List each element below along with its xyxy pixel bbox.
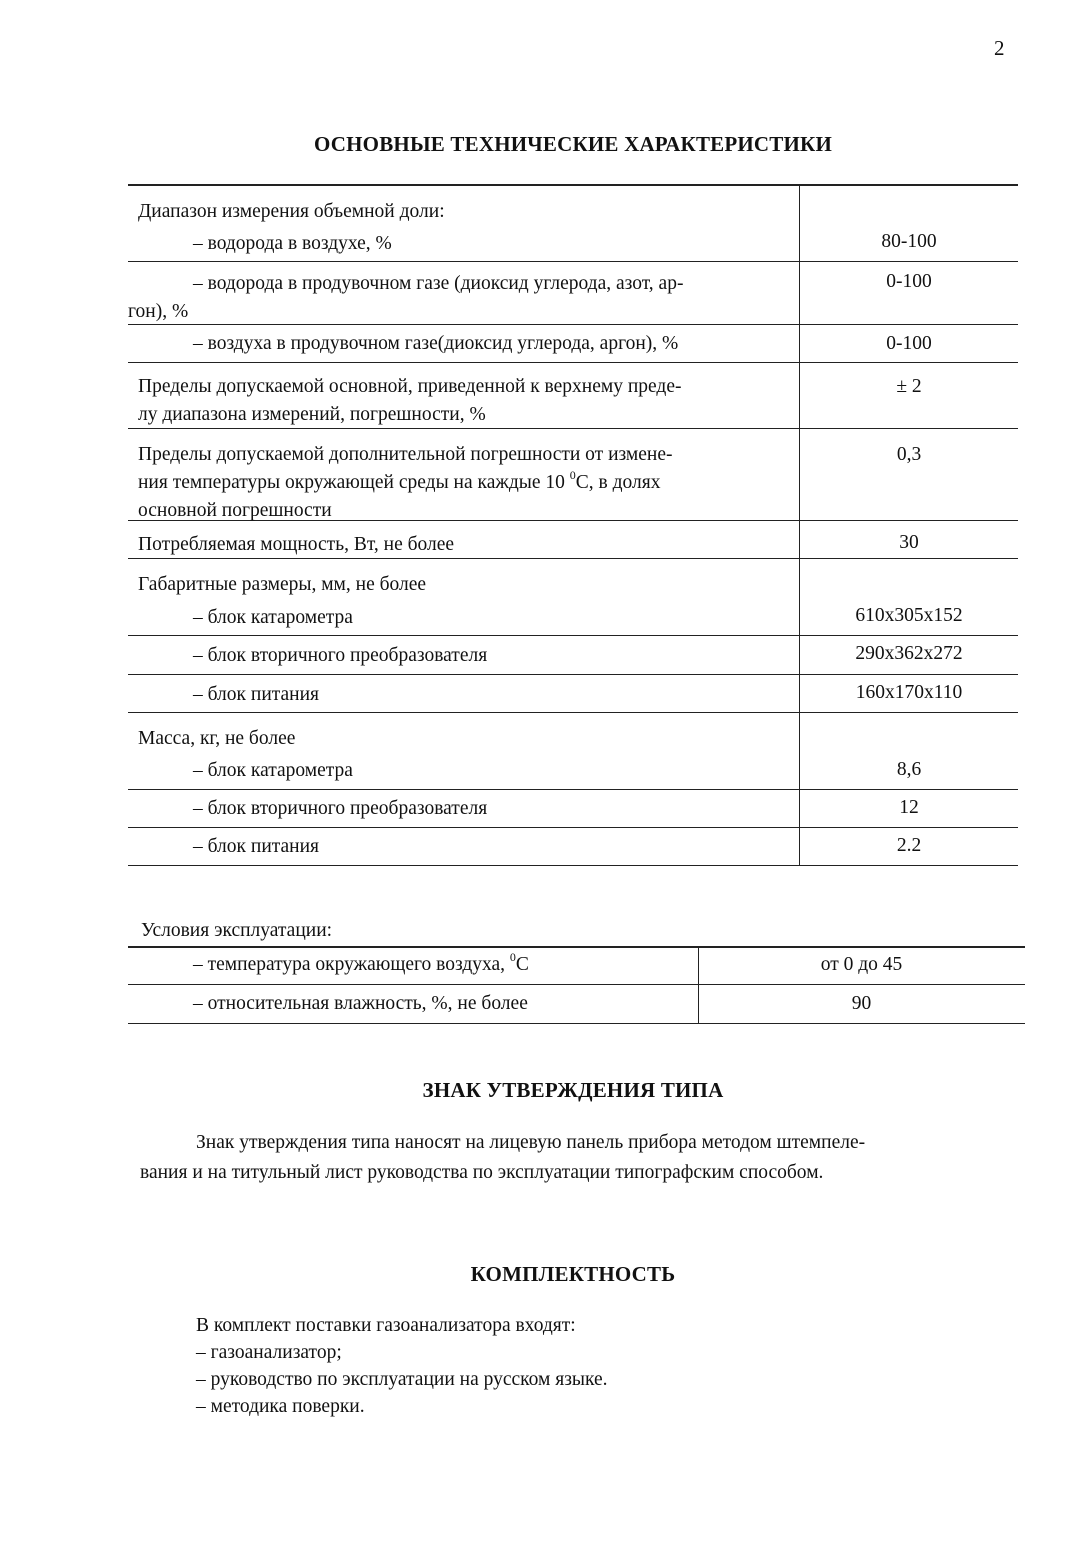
row-label: Потребляемая мощность, Вт, не более	[138, 534, 455, 555]
row-label-line: С, в долях	[575, 472, 661, 493]
row-label-line: Пределы допускаемой основной, приведенной к верхнему преде-	[138, 376, 682, 397]
row-label: – блок катарометра	[193, 760, 353, 781]
row-label: Габаритные размеры, мм, не более	[138, 574, 427, 595]
row-value: 610x305x152	[855, 605, 963, 626]
table-row	[128, 363, 1018, 429]
type-mark-paragraph	[140, 1128, 1030, 1188]
list-item: – методика поверки.	[196, 1396, 365, 1417]
table-row	[128, 599, 1018, 636]
row-value: 0-100	[886, 271, 932, 292]
table-row	[128, 636, 1018, 675]
table-row	[128, 521, 1018, 559]
type-mark-heading: ЗНАК УТВЕРЖДЕНИЯ ТИПА	[422, 1078, 724, 1102]
row-value: 290x362x272	[855, 643, 963, 664]
conditions-caption: Условия эксплуатации:	[141, 920, 333, 941]
completeness-heading: КОМПЛЕКТНОСТЬ	[470, 1262, 676, 1286]
row-label: – воздуха в продувочном газе(диоксид углерода, аргон), %	[193, 333, 679, 354]
row-value: 80-100	[881, 231, 937, 252]
row-label-line: лу диапазона измерений, погрешности, %	[138, 404, 486, 425]
row-value: ± 2	[896, 376, 922, 397]
row-label: – блок катарометра	[193, 607, 353, 628]
row-label	[138, 441, 788, 525]
row-label	[128, 270, 788, 326]
row-label: – блок вторичного преобразователя	[193, 798, 488, 819]
row-label-line: Пределы допускаемой дополнительной погрешности от измене-	[138, 444, 673, 465]
table-row	[128, 224, 1018, 262]
table-row	[128, 559, 1018, 599]
list-intro: В комплект поставки газоанализатора входят:	[196, 1315, 576, 1336]
row-label-line: ния температуры окружающей среды на каждые 10	[138, 472, 570, 493]
row-label: – блок питания	[193, 836, 320, 857]
table-row	[128, 985, 1025, 1024]
row-value: 160x170x110	[855, 682, 963, 703]
table-row	[128, 184, 1018, 224]
row-value: 90	[851, 993, 872, 1014]
row-value: 12	[899, 797, 919, 818]
table-row	[128, 946, 1025, 985]
completeness-list	[196, 1312, 608, 1420]
table-row	[128, 790, 1018, 828]
list-item: – газоанализатор;	[196, 1342, 342, 1363]
row-label: Масса, кг, не более	[138, 728, 296, 749]
table-row	[128, 675, 1018, 713]
specs-table	[128, 184, 1018, 866]
row-label: Диапазон измерения объемной доли:	[138, 201, 445, 222]
table-row	[128, 262, 1018, 325]
row-label	[138, 373, 788, 429]
row-label-line: гон), %	[128, 301, 189, 322]
table-row	[128, 713, 1018, 753]
row-label: – относительная влажность, %, не более	[193, 993, 528, 1014]
table-row	[128, 828, 1018, 866]
row-value: 0,3	[896, 444, 922, 465]
table-row	[128, 753, 1018, 790]
row-label-text: – температура окружающего воздуха,	[193, 954, 510, 975]
row-value: 0-100	[886, 333, 932, 354]
row-value: от 0 до 45	[820, 954, 903, 975]
row-label: – блок питания	[193, 684, 320, 705]
row-label-line: основной погрешности	[138, 500, 332, 521]
page-number: 2	[994, 36, 1005, 60]
specs-heading: ОСНОВНЫЕ ТЕХНИЧЕСКИЕ ХАРАКТЕРИСТИКИ	[313, 132, 832, 156]
row-label: – водорода в воздухе, %	[193, 233, 392, 254]
superscript: 0	[569, 468, 576, 482]
row-value: 2.2	[896, 835, 922, 856]
row-label-text: С	[515, 954, 529, 975]
conditions-table	[128, 946, 1025, 1024]
paragraph-line: Знак утверждения типа наносят на лицевую панель прибора методом штемпеле-	[196, 1132, 866, 1153]
list-item: – руководство по эксплуатации на русском языке.	[196, 1369, 608, 1390]
table-row	[128, 429, 1018, 521]
table-row	[128, 325, 1018, 363]
row-label-line: – водорода в продувочном газе (диоксид углерода, азот, ар-	[193, 273, 684, 294]
row-label	[193, 950, 529, 976]
row-label: – блок вторичного преобразователя	[193, 645, 488, 666]
row-value: 8,6	[896, 759, 922, 780]
superscript: 0	[509, 950, 516, 964]
paragraph-line: вания и на титульный лист руководства по эксплуатации типографским способом.	[140, 1162, 824, 1183]
row-value: 30	[899, 532, 919, 553]
